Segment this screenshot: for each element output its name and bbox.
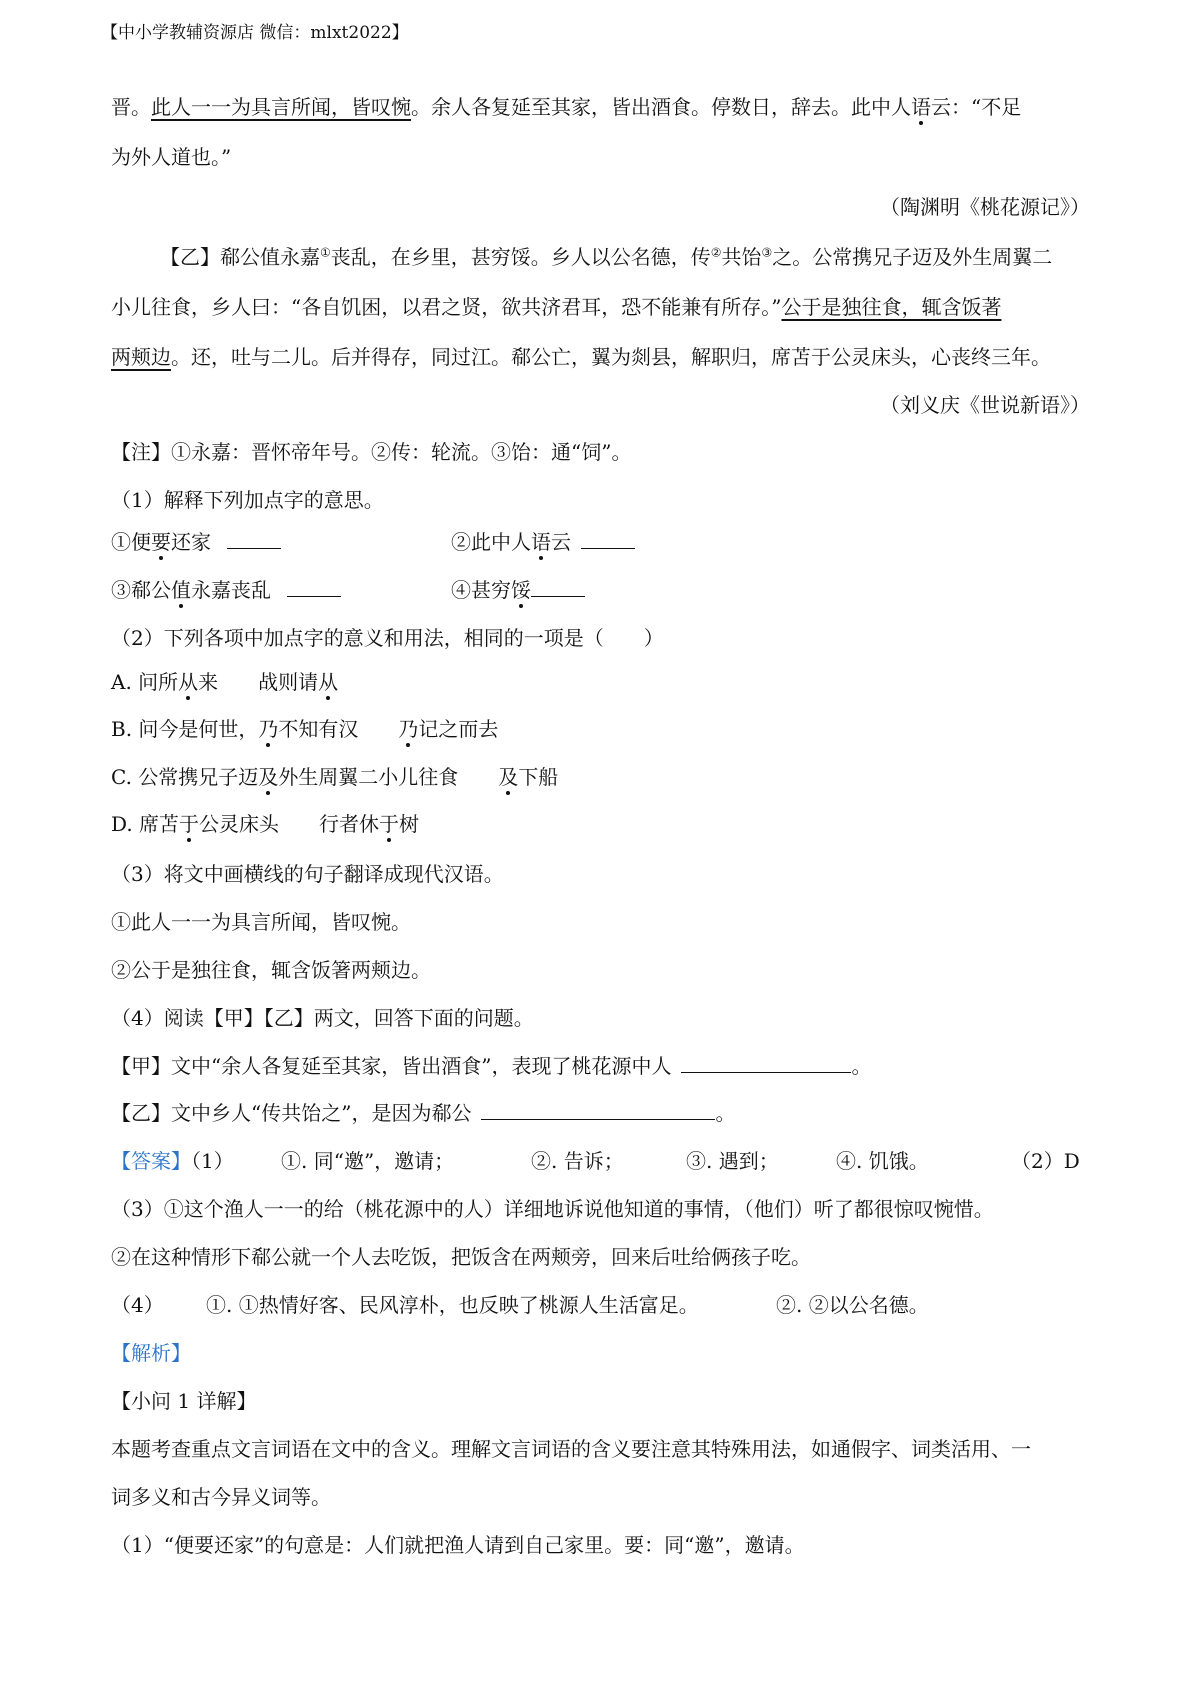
- answer-blank[interactable]: [287, 578, 341, 597]
- dotted-char: 于: [379, 812, 400, 836]
- yi-line-3: 两颊边。还，吐与二儿。后并得存，同过江。郗公亡，翼为剡县，解职归，席苫于公灵床头，心丧终三年。: [111, 345, 1051, 369]
- analysis-para-1: 本题考查重点文言词语在文中的含义。理解文言词语的含义要注意其特殊用法，如通假字、词类活用、一: [111, 1437, 1031, 1461]
- analysis-para-2: （1）“便要还家”的句意是：人们就把渔人请到自己家里。要：同“邀”，邀请。: [111, 1533, 805, 1557]
- dotted-char: 乃: [258, 717, 279, 741]
- q2-option-a: A. 问所从来 战则请从: [111, 670, 339, 694]
- answer-line-2: （3）①这个渔人一一的给（桃花源中的人）详细地诉说他知道的事情，（他们）听了都很惊叹惋惜。: [111, 1197, 994, 1221]
- dotted-char: 语: [911, 95, 931, 119]
- dotted-char: 要: [151, 530, 171, 554]
- q3-item-2: ②公于是独往食，辄含饭箸两颊边。: [111, 958, 431, 982]
- dotted-char: 值: [171, 578, 191, 602]
- underlined-sentence-2-end: 两颊边: [111, 345, 171, 369]
- q4-item-1: 【甲】文中“余人各复延至其家，皆出酒食”，表现了桃花源中人 。: [111, 1054, 872, 1078]
- q2-option-c: C. 公常携兄子迈及外生周翼二小儿往食 及下船: [111, 765, 559, 789]
- q2-option-d: D. 席苫于公灵床头 行者休于树: [111, 812, 420, 836]
- analysis-tag: 【解析】: [111, 1341, 191, 1365]
- answer-blank[interactable]: [481, 1101, 715, 1120]
- dotted-char: 语: [531, 530, 551, 554]
- dotted-char: 从: [318, 670, 339, 694]
- q4-title: （4）阅读【甲】【乙】两文，回答下面的问题。: [111, 1006, 534, 1030]
- answer-blank[interactable]: [227, 530, 281, 549]
- jia-line-1: 晋。此人一一为具言所闻，皆叹惋。余人各复延至其家，皆出酒食。停数日，辞去。此中人语云：“不足: [111, 95, 1022, 119]
- q1-row-1: ①便要还家 ②此中人语云: [111, 530, 281, 554]
- answer-blank[interactable]: [581, 530, 635, 549]
- answer-blank[interactable]: [681, 1054, 851, 1073]
- underlined-sentence-1: 此人一一为具言所闻，皆叹惋: [151, 95, 411, 119]
- note-ref-3: ③: [761, 245, 773, 260]
- jia-line-2: 为外人道也。”: [111, 145, 232, 169]
- q3-title: （3）将文中画横线的句子翻译成现代汉语。: [111, 862, 504, 886]
- jia-source: （陶渊明《桃花源记》）: [880, 195, 1090, 219]
- dotted-char: 乃: [398, 717, 419, 741]
- dotted-char: 及: [498, 765, 519, 789]
- dotted-char: 馁: [511, 578, 531, 602]
- note-ref-1: ①: [320, 245, 331, 260]
- dotted-char: 及: [258, 765, 279, 789]
- answer-line-1: 【答案】（1） ①. 同“邀”，邀请； ②. 告诉； ③. 遇到； ④. 饥饿。 （2）D: [111, 1149, 1080, 1173]
- answer-line-3: ②在这种情形下郗公就一个人去吃饭，把饭含在两颊旁，回来后吐给俩孩子吃。: [111, 1245, 811, 1269]
- q1-row-2: ③郗公值永嘉丧乱 ④甚穷馁: [111, 578, 341, 602]
- dotted-char: 从: [178, 670, 199, 694]
- dotted-char: 于: [179, 812, 200, 836]
- q2-title: （2）下列各项中加点字的意义和用法，相同的一项是（ ）: [111, 626, 664, 650]
- note: 【注】①永嘉：晋怀帝年号。②传：轮流。③饴：通“饲”。: [111, 440, 632, 464]
- yi-line-2: 小儿往食，乡人曰：“各自饥困，以君之贤，欲共济君耳，恐不能兼有所存。”公于是独往食，辄含饭著: [111, 295, 1002, 319]
- analysis-subheading: 【小问 1 详解】: [111, 1389, 257, 1413]
- note-ref-2: ②: [710, 245, 722, 260]
- q3-item-1: ①此人一一为具言所闻，皆叹惋。: [111, 910, 411, 934]
- answer-blank[interactable]: [531, 578, 585, 597]
- q2-option-b: B. 问今是何世，乃不知有汉 乃记之而去: [111, 717, 499, 741]
- underlined-sentence-2: 公于是独往食，辄含饭著: [781, 295, 1002, 319]
- q1-title: （1）解释下列加点字的意思。: [111, 488, 384, 512]
- answer-line-4: （4） ①. ①热情好客、民风淳朴，也反映了桃源人生活富足。 ②. ②以公名德。: [111, 1293, 929, 1317]
- answer-tag: 【答案】: [111, 1149, 191, 1173]
- analysis-para-1-cont: 词多义和古今异义词等。: [111, 1485, 331, 1509]
- watermark: 【中小学教辅资源店 微信：mlxt2022】: [101, 23, 409, 43]
- yi-line-1: 【乙】郗公值永嘉①丧乱，在乡里，甚穷馁。乡人以公名德，传②共饴③之。公常携兄子迈及外生周翼二: [160, 245, 1053, 269]
- yi-source: （刘义庆《世说新语》）: [880, 393, 1090, 417]
- q4-item-2: 【乙】文中乡人“传共饴之”，是因为郗公 。: [111, 1101, 736, 1125]
